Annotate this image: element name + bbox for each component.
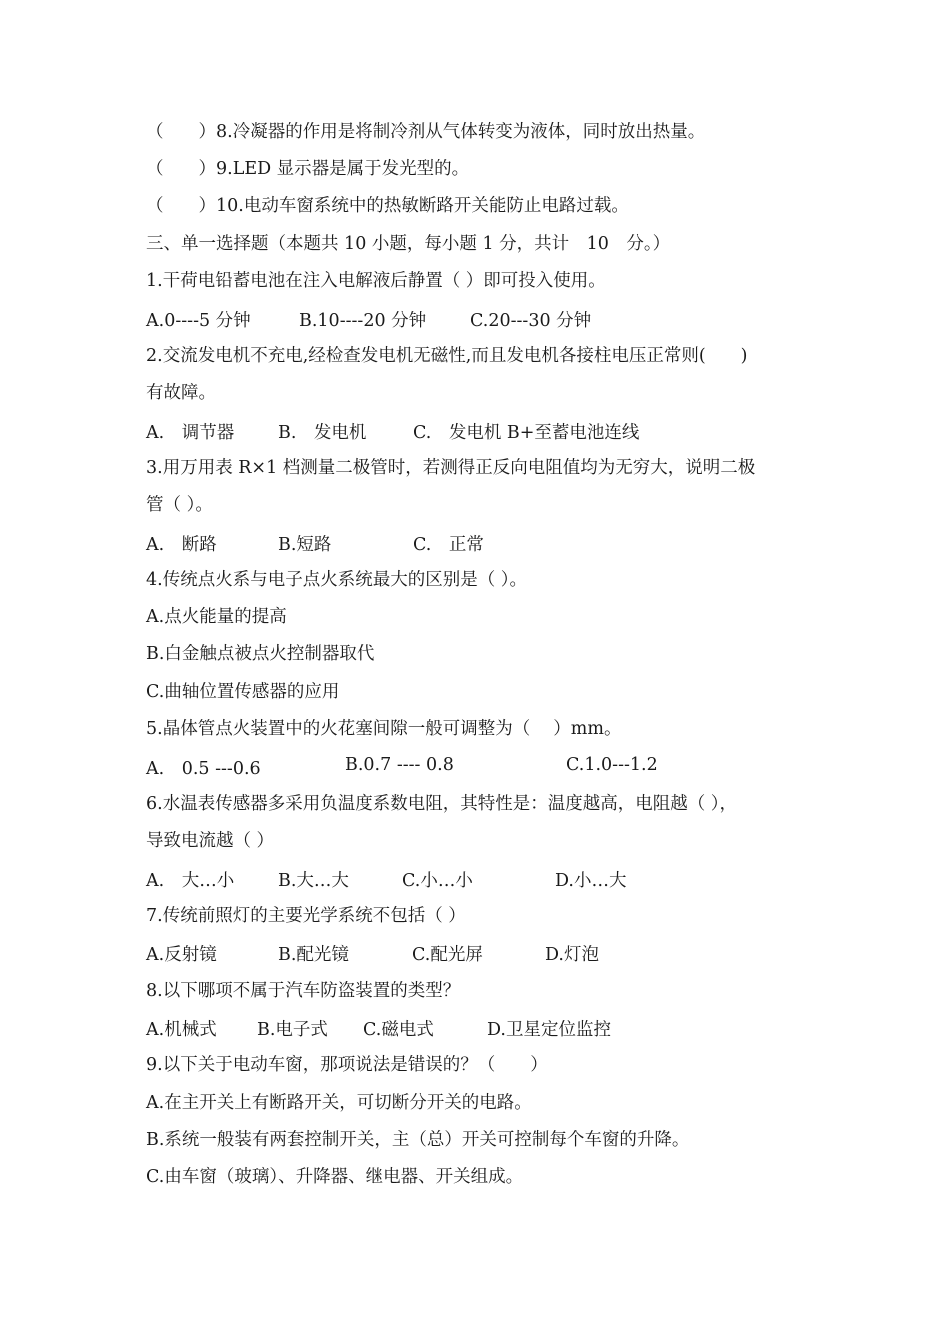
q3-option-c: C. 正常: [413, 535, 484, 555]
q7-stem: 7.传统前照灯的主要光学系统不包括（ ）: [146, 906, 466, 926]
q8-option-b: B.电子式: [257, 1020, 328, 1040]
q5-stem: 5.晶体管点火装置中的火花塞间隙一般可调整为（ ）mm。: [146, 719, 622, 739]
q6-option-a: A. 大…小: [146, 871, 235, 891]
q9-option-c: C.由车窗（玻璃）、升降器、继电器、开关组成。: [146, 1167, 524, 1187]
q1-option-c: C.20---30 分钟: [470, 311, 592, 331]
q6-option-b: B.大…大: [278, 871, 349, 891]
q9-option-a: A.在主开关上有断路开关，可切断分开关的电路。: [146, 1093, 532, 1113]
q9-stem: 9.以下关于电动车窗，那项说法是错误的？（ ）: [146, 1055, 548, 1075]
q8-stem: 8.以下哪项不属于汽车防盗装置的类型？: [146, 981, 461, 1001]
tf-item-10: （ ）10.电动车窗系统中的热敏断路开关能防止电路过载。: [146, 196, 629, 216]
q4-stem: 4.传统点火系与电子点火系统最大的区别是（ ）。: [146, 570, 528, 590]
q8-options: [146, 1016, 846, 1040]
q4-option-b: B.白金触点被点火控制器取代: [146, 644, 375, 664]
q8-option-a: A.机械式: [146, 1020, 217, 1040]
q6-options: [146, 867, 846, 891]
q5-options: [146, 755, 846, 779]
q5-option-b: B.0.7 ---- 0.8: [345, 755, 454, 775]
q4-option-c: C.曲轴位置传感器的应用: [146, 682, 340, 702]
q6-option-d: D.小…大: [555, 871, 627, 891]
q3-option-b: B.短路: [278, 535, 332, 555]
tf-item-9: （ ）9.LED 显示器是属于发光型的。: [146, 159, 470, 179]
q2-stem-line1: 2.交流发电机不充电,经检查发电机无磁性,而且发电机各接柱电压正常则( ): [146, 346, 748, 366]
q7-option-a: A.反射镜: [146, 945, 217, 965]
q7-option-c: C.配光屏: [412, 945, 483, 965]
q8-option-d: D.卫星定位监控: [487, 1020, 611, 1040]
q5-option-a: A. 0.5 ---0.6: [146, 759, 261, 779]
q3-option-a: A. 断路: [146, 535, 217, 555]
q7-options: [146, 941, 846, 965]
q2-option-b: B. 发电机: [278, 423, 367, 443]
q7-option-d: D.灯泡: [545, 945, 599, 965]
q1-option-a: A.0----5 分钟: [146, 311, 251, 331]
q3-stem-line2: 管（ ）。: [146, 495, 213, 515]
q9-option-b: B.系统一般装有两套控制开关，主（总）开关可控制每个车窗的升降。: [146, 1130, 690, 1150]
q2-options: [146, 419, 846, 443]
q2-stem-line2: 有故障。: [146, 383, 216, 403]
q3-stem-line1: 3.用万用表 R×1 档测量二极管时，若测得正反向电阻值均为无穷大，说明二极: [146, 458, 756, 478]
q1-options: [146, 307, 846, 331]
q6-option-c: C.小…小: [402, 871, 473, 891]
q4-option-a: A.点火能量的提高: [146, 607, 287, 627]
q1-stem: 1.干荷电铅蓄电池在注入电解液后静置（ ）即可投入使用。: [146, 271, 606, 291]
q7-option-b: B.配光镜: [278, 945, 349, 965]
q2-option-a: A. 调节器: [146, 423, 235, 443]
q5-option-c: C.1.0---1.2: [566, 755, 658, 775]
q1-option-b: B.10----20 分钟: [299, 311, 427, 331]
q8-option-c: C.磁电式: [363, 1020, 434, 1040]
q3-options: [146, 531, 846, 555]
tf-item-8: （ ）8.冷凝器的作用是将制冷剂从气体转变为液体，同时放出热量。: [146, 122, 706, 142]
q2-option-c: C. 发电机 B+至蓄电池连线: [413, 423, 640, 443]
q6-stem-line1: 6.水温表传感器多采用负温度系数电阻，其特性是：温度越高，电阻越（ ），: [146, 794, 738, 814]
section-title: 三、单一选择题（本题共 10 小题，每小题 1 分，共计 10 分。）: [146, 234, 671, 254]
q6-stem-line2: 导致电流越（ ）: [146, 831, 275, 851]
